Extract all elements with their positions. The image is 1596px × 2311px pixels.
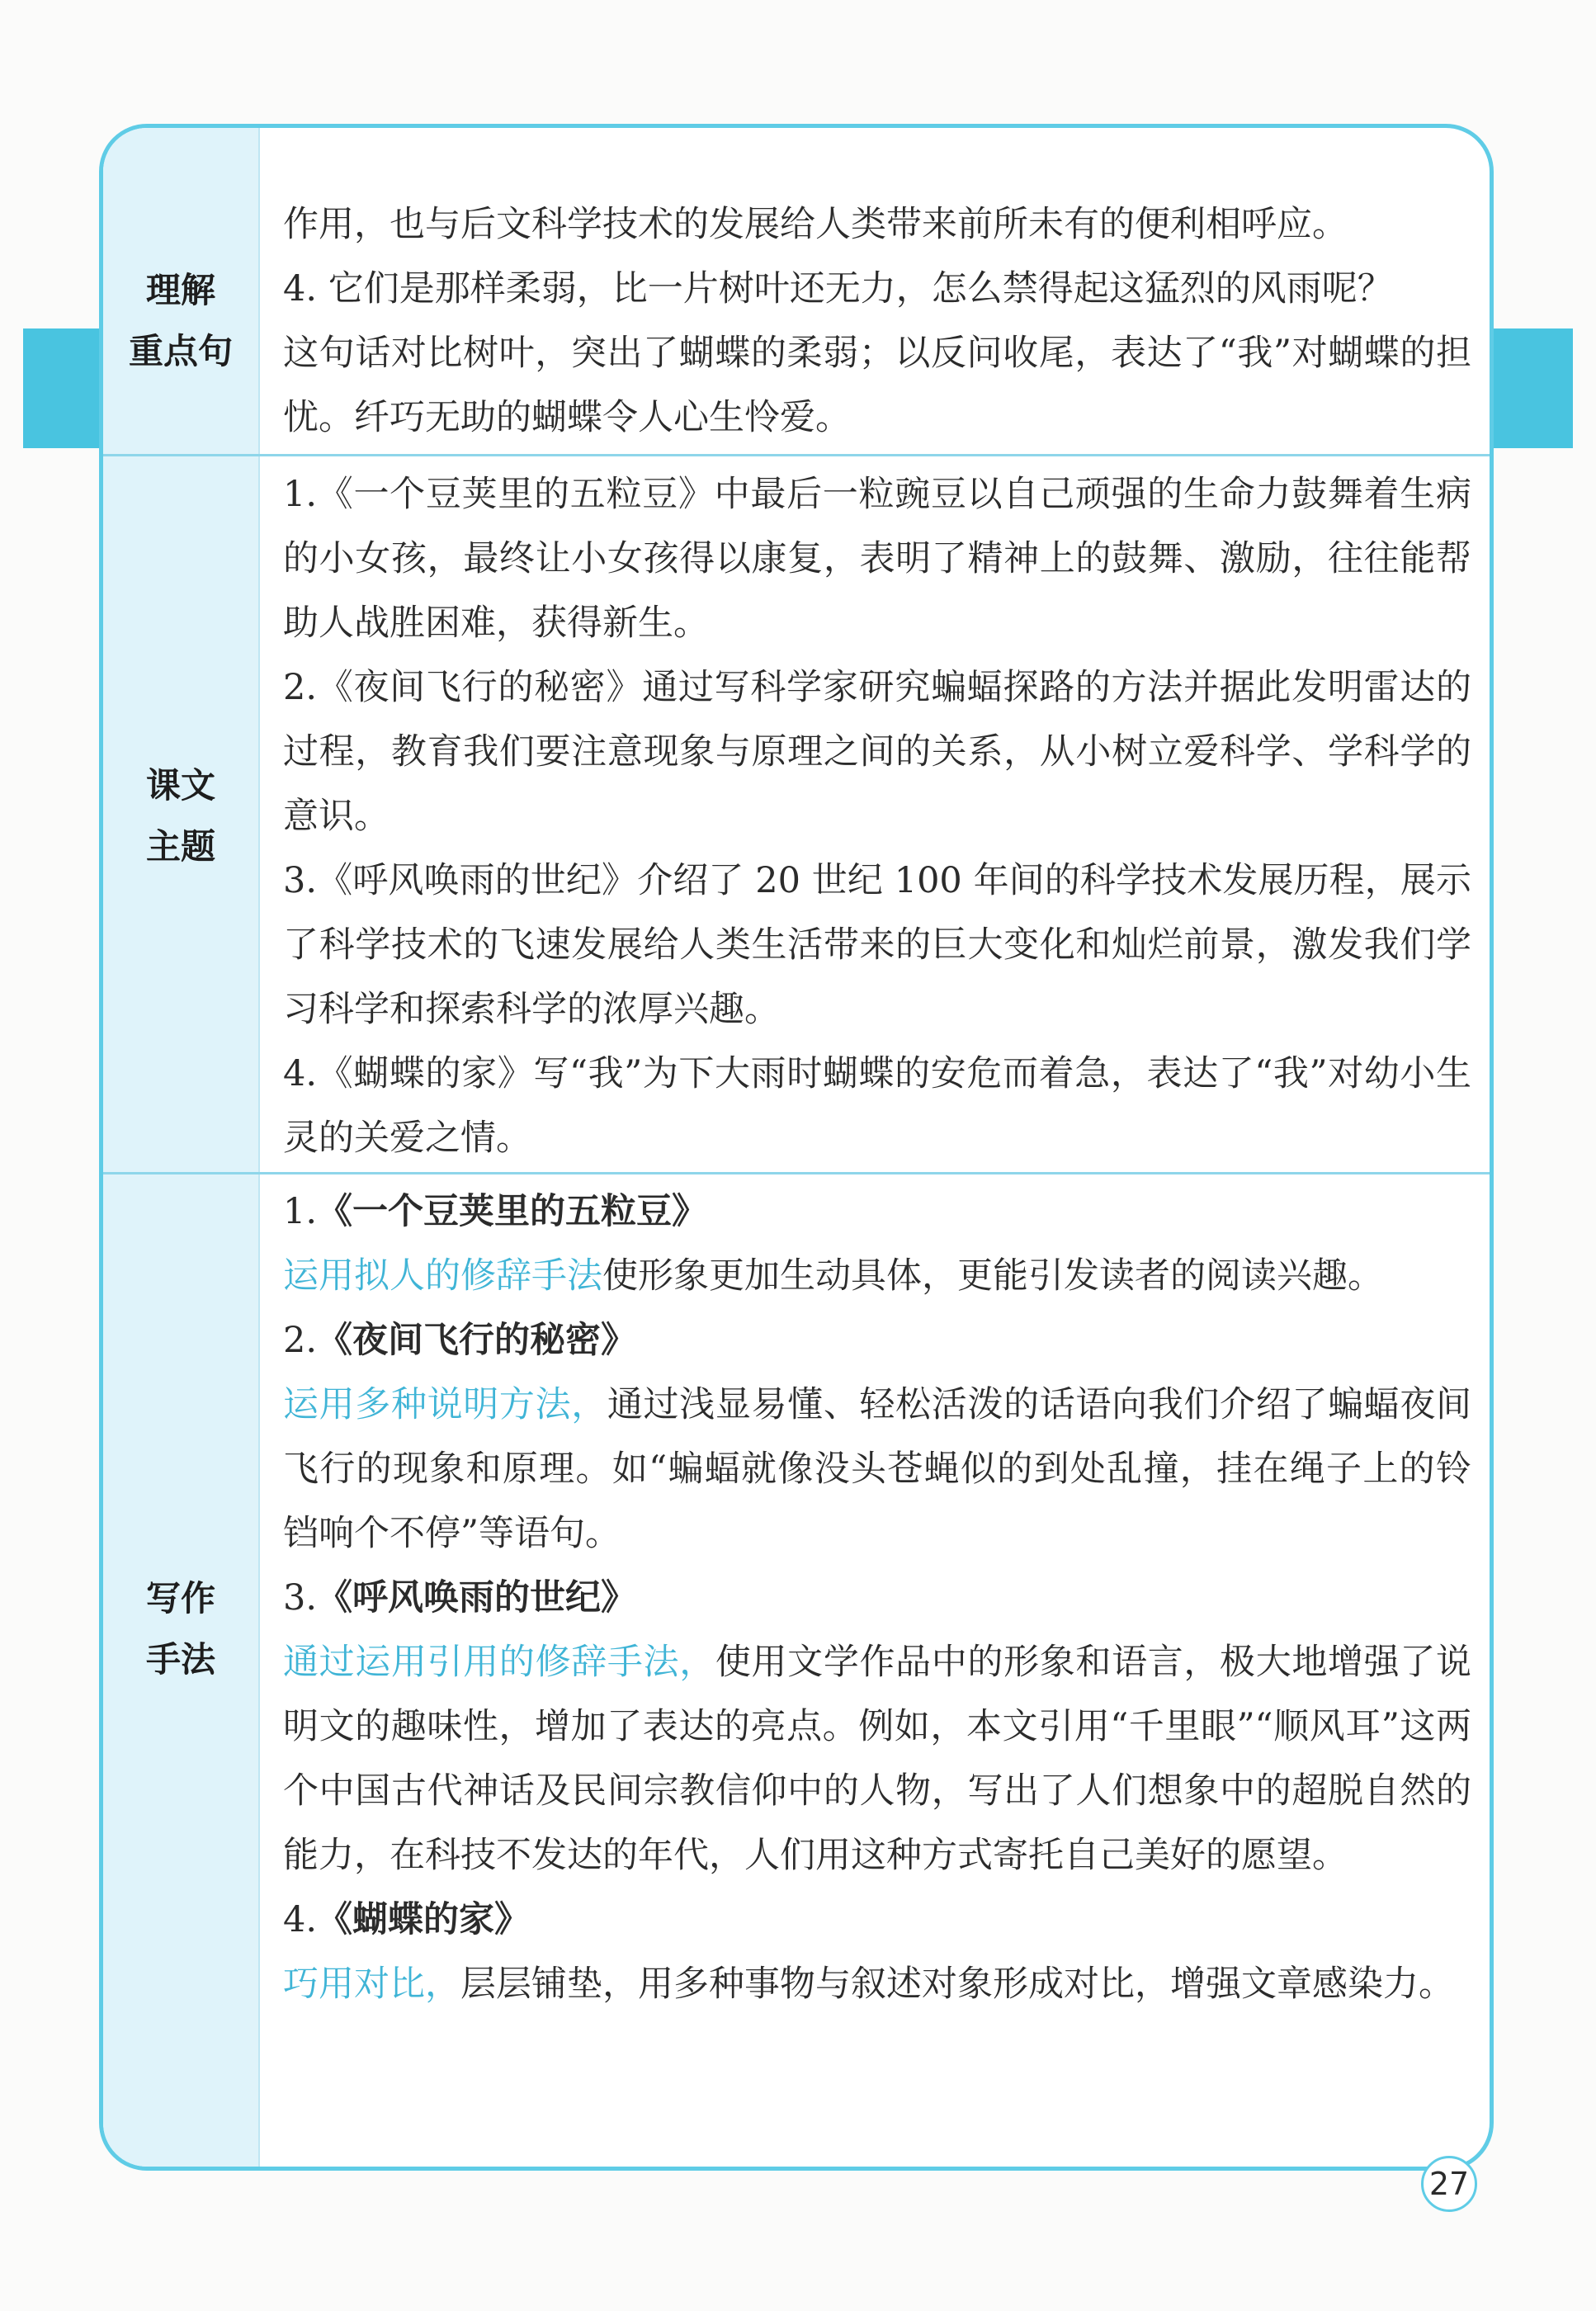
writing-item-title: 3.《呼风唤雨的世纪》 — [283, 1577, 637, 1619]
theme-item: 3.《呼风唤雨的世纪》介绍了 20 世纪 100 年间的科学技术发展历程，展示了科学技术的飞速发展给人类生活带来的巨大变化和灿烂前景，激发我们学习科学和探索科学的浓厚兴趣。 — [283, 860, 1471, 1030]
section-label-writing: 写作 手法 — [145, 1578, 215, 1680]
writing-item-body: 运用多种说明方法，通过浅显易懂、轻松活泼的话语向我们介绍了蝙蝠夜间飞行的现象和原理。如“蝙蝠就像没头苍蝇似的到处乱撞，挂在绳子上的铃铛响个不停”等语句。 — [283, 1384, 1471, 1554]
writing-item-body: 运用拟人的修辞手法使形象更加生动具体，更能引发读者的阅读兴趣。 — [283, 1255, 1383, 1297]
themes-content — [283, 462, 1471, 1170]
writing-item-body: 通过运用引用的修辞手法，使用文学作品中的形象和语言，极大地增强了说明文的趣味性，增加了表达的亮点。例如，本文引用“千里眼”“顺风耳”这两个中国古代神话及民间宗教信仰中的人物，写出了人们想象中的超脱自然的能力，在科技不发达的年代，人们用这种方式寄托自己美好的愿望。 — [283, 1642, 1471, 1876]
key-sentence-line: 4. 它们是那样柔弱，比一片树叶还无力，怎么禁得起这猛烈的风雨呢？ — [283, 268, 1393, 310]
writing-item-title: 1.《一个豆荚里的五粒豆》 — [283, 1191, 708, 1232]
writing-item-body: 巧用对比，层层铺垫，用多种事物与叙述对象形成对比，增强文章感染力。 — [283, 1964, 1454, 2005]
right-section-tab — [1494, 328, 1573, 448]
content-frame — [99, 124, 1494, 2171]
section-divider — [103, 1172, 1490, 1174]
theme-item: 1.《一个豆荚里的五粒豆》中最后一粒豌豆以自己顽强的生命力鼓舞着生病的小女孩，最终让小女孩得以康复，表明了精神上的鼓舞、激励，往往能帮助人战胜困难，获得新生。 — [283, 474, 1471, 644]
writing-item-title: 4.《蝴蝶的家》 — [283, 1899, 531, 1940]
section-label-key-sentences: 理解 重点句 — [128, 270, 233, 371]
page-number: 27 — [1421, 2156, 1477, 2212]
key-sentences-content — [283, 192, 1471, 450]
theme-item: 4.《蝴蝶的家》写“我”为下大雨时蝴蝶的安危而着急，表达了“我”对幼小生灵的关爱之情。 — [283, 1053, 1471, 1159]
writing-item-title: 2.《夜间飞行的秘密》 — [283, 1320, 637, 1361]
section-label-themes: 课文 主题 — [145, 765, 215, 867]
section-divider — [103, 454, 1490, 456]
left-section-tab — [23, 328, 106, 448]
key-sentence-line: 这句话对比树叶，突出了蝴蝶的柔弱；以反问收尾，表达了“我”对蝴蝶的担忧。纤巧无助的蝴蝶令人心生怜爱。 — [283, 333, 1471, 438]
key-sentence-line: 作用，也与后文科学技术的发展给人类带来前所未有的便利相呼应。 — [283, 204, 1348, 245]
theme-item: 2.《夜间飞行的秘密》通过写科学家研究蝙蝠探路的方法并据此发明雷达的过程，教育我们要注意现象与原理之间的关系，从小树立爱科学、学科学的意识。 — [283, 667, 1471, 837]
label-column — [103, 128, 260, 2167]
writing-content — [283, 1179, 1471, 2016]
